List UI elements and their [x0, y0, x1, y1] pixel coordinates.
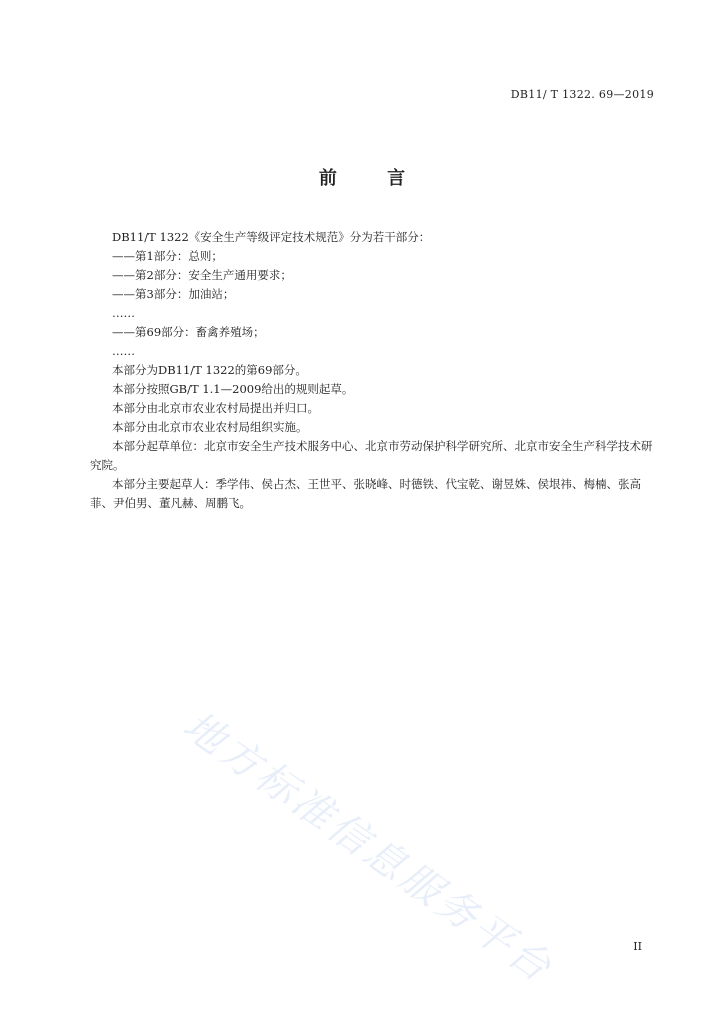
part-1-line: ——第1部分：总则；	[112, 249, 223, 263]
drafting-units-paragraph: 本部分起草单位：北京市安全生产技术服务中心、北京市劳动保护科学研究所、北京市安全生产科学技术研究院。	[90, 439, 653, 472]
drafting-rules-line: 本部分按照GB/T 1.1—2009给出的规则起草。	[112, 382, 354, 396]
drafters-paragraph: 本部分主要起草人：季学伟、侯占杰、王世平、张晓峰、时德铁、代宝乾、谢昱姝、侯垠祎、梅楠、张高菲、尹伯男、董凡赫、周鹏飞。	[90, 477, 641, 510]
this-part-line: 本部分为DB11/T 1322的第69部分。	[112, 363, 307, 377]
standard-code: DB11/ T 1322. 69—2019	[510, 88, 654, 101]
ellipsis-line: ……	[112, 306, 135, 320]
foreword-body	[90, 228, 660, 513]
part-2-line: ——第2部分：安全生产通用要求；	[112, 268, 292, 282]
proposed-by-line: 本部分由北京市农业农村局提出并归口。	[112, 401, 319, 415]
organized-by-line: 本部分由北京市农业农村局组织实施。	[112, 420, 308, 434]
part-69-line: ——第69部分：畜禽养殖场；	[112, 325, 265, 339]
watermark: 地方标准信息服务平台	[174, 702, 562, 993]
page-number: II	[633, 940, 642, 953]
ellipsis-line: ……	[112, 344, 135, 358]
page-title: 前 言	[318, 168, 428, 189]
intro-line: DB11/T 1322《安全生产等级评定技术规范》分为若干部分：	[112, 230, 431, 244]
part-3-line: ——第3部分：加油站；	[112, 287, 235, 301]
